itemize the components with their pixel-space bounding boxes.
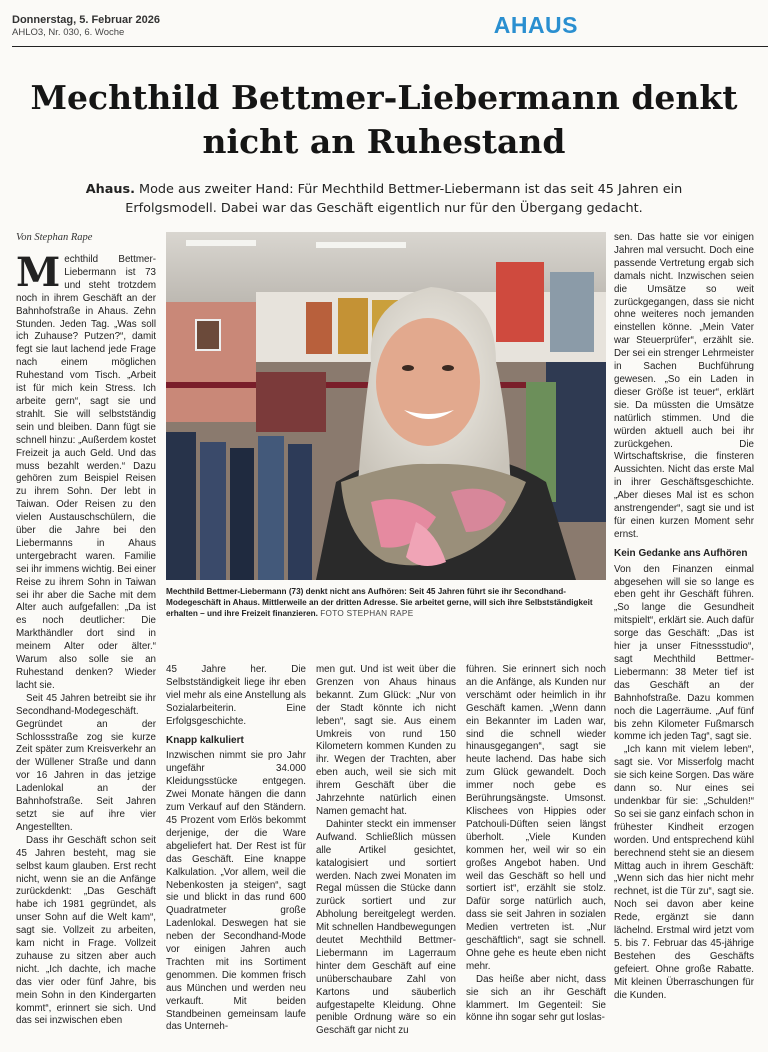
lead-text: Mode aus zweiter Hand: Für Mechthild Bettmer-Liebermann ist das seit 45 Jahren ein Erfolgsmodell. Dabei war das Geschäft eigentlich nur für den Übergang gedacht.: [125, 182, 683, 216]
drop-cap: M: [16, 254, 61, 296]
article-column-3: [316, 664, 456, 1052]
paragraph: Von den Finanzen einmal abgesehen will sie so lange es eben geht ihr Geschäft führen. „So lange die Gesundheit mitspielt“, erklärt sie. Auch dafür sorge das Geschäft: „Das ist hier ja unser Fitnessstudio“, sagt Mechthild Bettmer-Liebermann: 38 Meter tief ist das Geschäft an der Bahnhofstraße. Dazu kommen noch die Lagerräume. „Auf fünf bis zehn Kilometer Fußmarsch komme ich jeden Tag“, sagt sie.: [614, 563, 754, 743]
section-city-title: AHAUS: [493, 12, 578, 38]
lead-place: Ahaus.: [85, 182, 135, 197]
article-column-5: [614, 232, 754, 1052]
paragraph: echthild Bettmer-Liebermann ist 73 und steht trotzdem noch in ihrem Geschäft an der Bahnhofstraße in Ahaus. Zehn Stunden. Jeden Tag. „Was soll ich Zuhause? Putzen?“, damit fegt sie laut lachend jede Frage nach einem möglichen Ruhestand vom Tisch. „Arbeit ist für mich kein Stress. Ich arbeite gern“, sagt sie und strahlt. Sie will selbstständig sein und bleiben. Dann fügt sie schnell hinzu: „Außerdem kostet Freizeit ja auch Geld. Und das muss bezahlt werden.“ Dazu gehören zum Beispiel Reisen zu ihrem Sohn. Der lebt in Taiwan. Oder Reisen zu den vielen Austauschschülern, die über die Jahre bei den Liebermanns in Ahaus untergebracht waren. Familie sei ihr immens wichtig. Bei einer Reise zu ihrem Sohn in Taiwan sei ihr aber die Sache mit dem Alter auch aufgefallen: „Da ist es noch deutlicher: Die Markthändler dort sind in meinem Alter oder älter.“ Warum also solle sie an Ruhestand denken? Wieder lacht sie.: [16, 254, 156, 691]
issue-number: AHLO3, Nr. 030, 6. Woche: [12, 27, 125, 38]
article-column-4: [466, 664, 606, 1052]
subheading: Kein Gedanke ans Aufhören: [614, 547, 748, 559]
paragraph: Inzwischen nimmt sie pro Jahr ungefähr 34.000 Kleidungsstücke entgegen. Zwei Monate hängen die dann zum Verkauf auf den Ständern. 45 Prozent vom Erlös bekommt derjenige, der die Ware abgeliefert hat. Der Rest ist für das Geschäft. Eine knappe Kalkulation. „Vor allem, weil die Nebenkosten ja steigen“, sagt sie und blickt in das rund 600 Quadratmeter große Ladenlokal. Deswegen hat sie neben der Secondhand-Mode vor einigen Jahren auch Trachten mit ins Sortiment genommen. Die kommen frisch aus München und werden neu verkauft. Mit beiden Standbeinen gemeinsam laufe das Unterneh-: [166, 750, 306, 1033]
caption-text: Mechthild Bettmer-Liebermann (73) denkt nicht ans Aufhören: Seit 45 Jahren führt sie ihr Secondhand-Modegeschäft in Ahaus. Mittlerweile an der dritten Adresse. Sie arbeitet gerne, will sich ihre Selbstständigkeit erhalten – und ihre Freizeit finanzieren.: [166, 587, 593, 618]
byline: Von Stephan Rape: [16, 232, 93, 243]
header-date-block: [12, 14, 160, 38]
article-headline: Mechthild Bettmer-Liebermann denkt nicht an Ruhestand: [30, 78, 738, 161]
paragraph: Dahinter steckt ein immenser Aufwand. Schließlich müssen alle Artikel gesichtet, katalogisiert und sortiert werden. Nach zwei Monaten im Regal müssen die Stücke dann zurück sortiert und zur Abholung bereitgelegt werden. Mit schnellen Handbewegungen deutet Mechthild Bettmer-Liebermann im Lagerraum hinter dem Geschäft auf eine unüberschaubare Zahl von Kartons und säuberlich aufgestapelte Kleidung. Ohne penible Ordnung wäre so ein Geschäft gar nicht zu: [316, 818, 456, 1037]
paragraph: 45 Jahre her. Die Selbstständigkeit liege ihr eben viel mehr als eine Anstellung als Sozialarbeiterin. Eine Erfolgsgeschichte.: [166, 664, 306, 727]
article-lead: [50, 180, 718, 218]
photo-caption: [166, 586, 606, 619]
article-photo: [166, 232, 606, 580]
paragraph: Das heiße aber nicht, dass sie sich an ihr Geschäft klammert. Im Gegenteil: Sie könne ihn sogar sehr gut loslas-: [466, 973, 606, 1024]
paragraph: Dass ihr Geschäft schon seit 45 Jahren besteht, mag sie selbst kaum glauben. Erst recht nicht, wenn sie an die Anfänge zurückdenkt: „Das Geschäft habe ich 1981 gegründet, als unser Sohn auf die Welt kam“, sagt sie. Vollzeit zu arbeiten, kam nicht in Frage. Vollzeit zuhause zu sitzen aber auch nicht. „Ich dachte, ich mache das vier oder fünf Jahre, bis mein Sohn in den Kindergarten kommt“, erinnert sie sich. Und das sei inzwischen eben: [16, 834, 156, 1027]
header-divider: [12, 46, 768, 47]
photo-credit: FOTO STEPHAN RAPE: [320, 609, 414, 618]
paragraph: „Ich kann mit vielem leben“, sagt sie. Vor Misserfolg macht sie sich keine Sorgen. Das wäre dann so. Nur eines sei undenkbar für sie: „Schulden!“ So sei sie ganz einfach schon in frühester Kindheit erzogen worden. Und entsprechend kühl berechnend steht sie an diesem Mittag auch in ihrem Geschäft: „Wenn sich das hier nicht mehr rechnet, ist die Tür zu“, sagt sie. Noch sei davon aber keine Rede, ergänzt sie dann lächelnd. Erstmal wird jetzt vom 5. bis 7. Februar das 45-jährige Bestehen des Geschäfts gefeiert. Ohne große Rabatte. Mit kleinen Überraschungen für die Kunden.: [614, 744, 754, 1001]
issue-date: Donnerstag, 5. Februar 2026: [12, 14, 160, 26]
subheading: Knapp kalkuliert: [166, 734, 244, 746]
paragraph: führen. Sie erinnert sich noch an die Anfänge, als Kunden nur verschämt oder heimlich in ihr Geschäft kamen. „Wenn dann ein Bekannter im Laden war, sind die schnell wieder hinausgegangen“, sagt sie heute lachend. Das habe sich zum Glück gewandelt. Doch immer noch gebe es Berührungsängste. Umsonst. Klischees von Hippies oder Patchouli-Düften seien längst überholt. „Viele Kunden kommen her, weil wir so ein großes Angebot haben. Und weil das Geschäft so hell und sortiert ist“, erzählt sie stolz. Dafür sorge natürlich auch, dass sie seit Jahren in sozialen Medien vertreten ist. „Nur geschäftlich“, sagt sie schnell. Ohne gehe es heute eben nicht mehr.: [466, 664, 606, 972]
paragraph: sen. Das hatte sie vor einigen Jahren mal versucht. Doch eine passende Vertretung ergab sich damals nicht. Inzwischen seien die Umsätze so weit zurückgegangen, dass sie nicht ohne weiteres noch jemanden einstellen könne. „Mein Vater war Steuerprüfer“, erzählt sie. Der sei ein strenger Lehrmeister in Sachen Buchführung gewesen. „So ein Laden in dieser Größe ist teuer“, erklärt sie. Da müssten die Umsätze natürlich stimmen. Und die würden aktuell auch bei ihr zurückgehen. Die Wirtschaftskrise, die finsteren Aussichten. Nicht das erste Mal in ihrer Geschäftsgeschichte. „Aber dieses Mal ist es schon anstrengender“, sagt sie und ist für einen kurzen Moment sehr ernst.: [614, 232, 754, 540]
article-column-1: [16, 254, 156, 1044]
paragraph: men gut. Und ist weit über die Grenzen von Ahaus hinaus bekannt. Zum Glück: „Nur von der Stadt könnte ich nicht leben“, sagt sie. Aus einem Umkreis von rund 150 Kilometern kommen Kunden zu ihr. Wegen der Trachten, aber eben auch, weil sie sich mit ihrem Geschäft über die Jahrzehnte natürlich einen Namen gemacht hat.: [316, 664, 456, 817]
article-column-2: [166, 664, 306, 1052]
paragraph: Seit 45 Jahren betreibt sie ihr Secondhand-Modegeschäft. Gegründet an der Schlossstraße zog sie kurze Zeit später zum Kreisverkehr an der Wüllener Straße und dann vor 16 Jahren in das jetzige Ladenlokal an der Bahnhofstraße. Seit Jahren setzt sie auf ihre vier Angestellten.: [16, 692, 156, 833]
